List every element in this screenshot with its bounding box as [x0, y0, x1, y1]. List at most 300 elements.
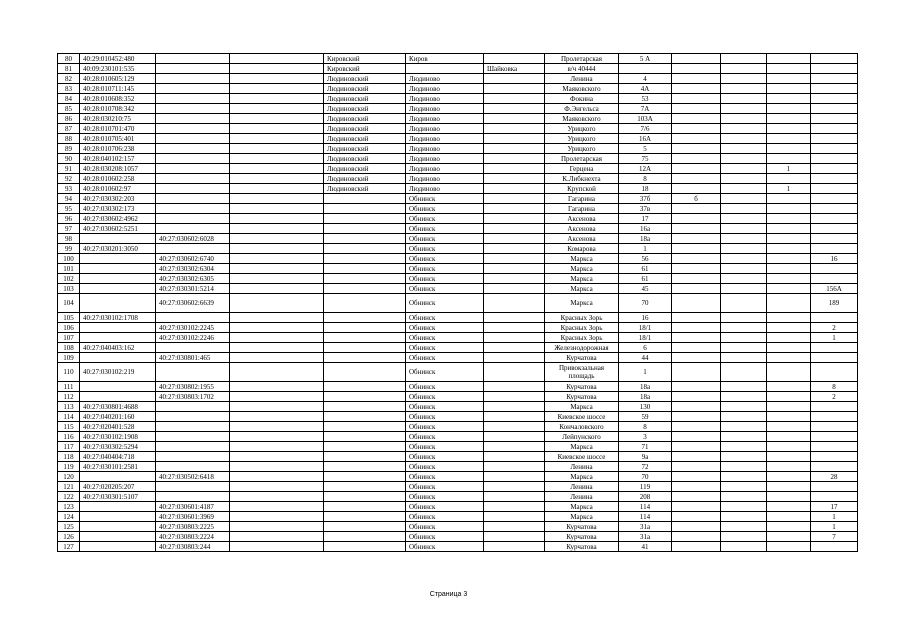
extra-cell — [721, 74, 767, 84]
city-cell: Людиново — [406, 174, 484, 184]
table-row — [58, 313, 858, 323]
street-cell: Маркса — [545, 472, 619, 482]
unit-count-cell — [767, 532, 811, 542]
row-number-cell: 90 — [58, 154, 80, 164]
apartment-cell — [811, 194, 858, 204]
city-cell: Обнинск — [406, 472, 484, 482]
cadastral-number-cell — [80, 502, 156, 512]
house-number-cell: 59 — [619, 412, 672, 422]
settlement-cell — [484, 54, 545, 64]
apartment-cell — [811, 104, 858, 114]
extra-cell — [721, 144, 767, 154]
empty-cell — [230, 204, 324, 214]
district-cell — [324, 502, 406, 512]
building-cell — [672, 522, 721, 532]
apartment-cell — [811, 154, 858, 164]
apartment-cell — [811, 204, 858, 214]
unit-count-cell — [767, 194, 811, 204]
extra-cell — [721, 333, 767, 343]
table-row — [58, 343, 858, 353]
cadastral-number-alt-cell: 40:27:030302:6304 — [156, 264, 230, 274]
cadastral-number-cell — [80, 284, 156, 294]
city-cell: Обнинск — [406, 353, 484, 363]
empty-cell — [230, 214, 324, 224]
apartment-cell — [811, 363, 858, 382]
city-cell: Людиново — [406, 74, 484, 84]
street-cell: Красных Зорь — [545, 333, 619, 343]
city-cell: Обнинск — [406, 244, 484, 254]
unit-count-cell — [767, 174, 811, 184]
unit-count-cell — [767, 502, 811, 512]
table-row — [58, 254, 858, 264]
row-number-cell: 113 — [58, 402, 80, 412]
district-cell — [324, 224, 406, 234]
apartment-cell — [811, 462, 858, 472]
settlement-cell — [484, 333, 545, 343]
street-cell: Киевское шоссе — [545, 412, 619, 422]
street-cell: Курчатова — [545, 353, 619, 363]
street-cell: Маркса — [545, 442, 619, 452]
table-row — [58, 84, 858, 94]
street-cell: Маркса — [545, 294, 619, 313]
unit-count-cell — [767, 54, 811, 64]
empty-cell — [230, 382, 324, 392]
extra-cell — [721, 542, 767, 552]
row-number-cell: 83 — [58, 84, 80, 94]
page-number: Страница 3 — [429, 591, 468, 598]
city-cell: Обнинск — [406, 512, 484, 522]
empty-cell — [230, 224, 324, 234]
row-number-cell: 96 — [58, 214, 80, 224]
table-row — [58, 154, 858, 164]
district-cell — [324, 264, 406, 274]
street-cell: К.Либкнехта — [545, 174, 619, 184]
building-cell — [672, 353, 721, 363]
settlement-cell — [484, 134, 545, 144]
building-cell — [672, 333, 721, 343]
unit-count-cell — [767, 482, 811, 492]
city-cell: Обнинск — [406, 214, 484, 224]
district-cell: Людиновский — [324, 74, 406, 84]
extra-cell — [721, 482, 767, 492]
cadastral-number-cell: 40:28:010605:129 — [80, 74, 156, 84]
apartment-cell — [811, 343, 858, 353]
cadastral-number-cell: 40:27:030201:3050 — [80, 244, 156, 254]
apartment-cell — [811, 84, 858, 94]
table-row — [58, 74, 858, 84]
unit-count-cell — [767, 363, 811, 382]
cadastral-number-cell — [80, 522, 156, 532]
row-number-cell: 120 — [58, 472, 80, 482]
apartment-cell — [811, 264, 858, 274]
cadastral-number-cell: 40:28:030208:1057 — [80, 164, 156, 174]
district-cell: Людиновский — [324, 94, 406, 104]
table-row — [58, 174, 858, 184]
building-cell — [672, 214, 721, 224]
settlement-cell — [484, 432, 545, 442]
district-cell: Людиновский — [324, 124, 406, 134]
extra-cell — [721, 502, 767, 512]
house-number-cell: 71 — [619, 442, 672, 452]
house-number-cell: 130 — [619, 402, 672, 412]
empty-cell — [230, 154, 324, 164]
cadastral-number-cell — [80, 323, 156, 333]
district-cell: Людиновский — [324, 104, 406, 114]
row-number-cell: 81 — [58, 64, 80, 74]
empty-cell — [230, 244, 324, 254]
district-cell: Людиновский — [324, 144, 406, 154]
cadastral-number-cell: 40:27:040403:162 — [80, 343, 156, 353]
city-cell: Обнинск — [406, 204, 484, 214]
house-number-cell: 6 — [619, 343, 672, 353]
house-number-cell: 31а — [619, 532, 672, 542]
row-number-cell: 87 — [58, 124, 80, 134]
row-number-cell: 126 — [58, 532, 80, 542]
row-number-cell: 111 — [58, 382, 80, 392]
empty-cell — [230, 294, 324, 313]
apartment-cell: 2 — [811, 392, 858, 402]
table-row — [58, 323, 858, 333]
building-cell — [672, 492, 721, 502]
empty-cell — [230, 532, 324, 542]
table-row — [58, 442, 858, 452]
cadastral-number-cell — [80, 333, 156, 343]
extra-cell — [721, 64, 767, 74]
cadastral-number-alt-cell: 40:27:030801:465 — [156, 353, 230, 363]
city-cell: Обнинск — [406, 274, 484, 284]
row-number-cell: 106 — [58, 323, 80, 333]
cadastral-number-alt-cell — [156, 194, 230, 204]
apartment-cell — [811, 184, 858, 194]
house-number-cell: 7/6 — [619, 124, 672, 134]
building-cell — [672, 323, 721, 333]
street-cell: Железнодорожная — [545, 343, 619, 353]
unit-count-cell — [767, 422, 811, 432]
street-cell: Герцена — [545, 164, 619, 174]
settlement-cell — [484, 442, 545, 452]
settlement-cell — [484, 84, 545, 94]
cadastral-number-cell — [80, 532, 156, 542]
settlement-cell — [484, 382, 545, 392]
extra-cell — [721, 392, 767, 402]
city-cell: Обнинск — [406, 333, 484, 343]
cadastral-number-alt-cell — [156, 114, 230, 124]
cadastral-number-cell: 40:28:010602:97 — [80, 184, 156, 194]
row-number-cell: 92 — [58, 174, 80, 184]
empty-cell — [230, 323, 324, 333]
cadastral-number-alt-cell — [156, 64, 230, 74]
building-cell — [672, 144, 721, 154]
city-cell: Обнинск — [406, 482, 484, 492]
building-cell — [672, 343, 721, 353]
apartment-cell: 17 — [811, 502, 858, 512]
unit-count-cell — [767, 402, 811, 412]
row-number-cell: 82 — [58, 74, 80, 84]
unit-count-cell — [767, 512, 811, 522]
unit-count-cell — [767, 214, 811, 224]
cadastral-number-alt-cell: 40:27:030602:6740 — [156, 254, 230, 264]
apartment-cell — [811, 353, 858, 363]
settlement-cell — [484, 392, 545, 402]
extra-cell — [721, 124, 767, 134]
extra-cell — [721, 323, 767, 333]
city-cell: Обнинск — [406, 392, 484, 402]
cadastral-number-cell: 40:27:030801:4688 — [80, 402, 156, 412]
cadastral-number-alt-cell — [156, 184, 230, 194]
empty-cell — [230, 472, 324, 482]
row-number-cell: 123 — [58, 502, 80, 512]
city-cell: Обнинск — [406, 194, 484, 204]
district-cell: Людиновский — [324, 174, 406, 184]
empty-cell — [230, 264, 324, 274]
house-number-cell: 12А — [619, 164, 672, 174]
district-cell — [324, 313, 406, 323]
extra-cell — [721, 492, 767, 502]
cadastral-number-cell — [80, 542, 156, 552]
cadastral-number-alt-cell — [156, 54, 230, 64]
table-row — [58, 452, 858, 462]
house-number-cell: 16А — [619, 134, 672, 144]
city-cell: Обнинск — [406, 412, 484, 422]
settlement-cell — [484, 502, 545, 512]
empty-cell — [230, 482, 324, 492]
apartment-cell — [811, 244, 858, 254]
street-cell: Урицкого — [545, 144, 619, 154]
table-body — [58, 54, 858, 552]
cadastral-number-cell — [80, 294, 156, 313]
house-number-cell: 208 — [619, 492, 672, 502]
cadastral-number-alt-cell — [156, 402, 230, 412]
district-cell — [324, 482, 406, 492]
apartment-cell: 1 — [811, 522, 858, 532]
row-number-cell: 118 — [58, 452, 80, 462]
table-row — [58, 224, 858, 234]
extra-cell — [721, 234, 767, 244]
extra-cell — [721, 294, 767, 313]
empty-cell — [230, 412, 324, 422]
unit-count-cell — [767, 154, 811, 164]
district-cell — [324, 323, 406, 333]
extra-cell — [721, 442, 767, 452]
settlement-cell: Шайковка — [484, 64, 545, 74]
street-cell: Красных Зорь — [545, 313, 619, 323]
city-cell: Обнинск — [406, 264, 484, 274]
unit-count-cell — [767, 134, 811, 144]
table-row — [58, 94, 858, 104]
building-cell — [672, 442, 721, 452]
street-cell: Курчатова — [545, 382, 619, 392]
city-cell: Обнинск — [406, 363, 484, 382]
empty-cell — [230, 284, 324, 294]
city-cell: Обнинск — [406, 323, 484, 333]
table-row — [58, 402, 858, 412]
unit-count-cell — [767, 64, 811, 74]
city-cell: Обнинск — [406, 442, 484, 452]
extra-cell — [721, 94, 767, 104]
unit-count-cell — [767, 224, 811, 234]
table-row — [58, 482, 858, 492]
city-cell: Людиново — [406, 134, 484, 144]
district-cell: Кировский — [324, 64, 406, 74]
cadastral-number-cell — [80, 512, 156, 522]
apartment-cell: 1 — [811, 512, 858, 522]
settlement-cell — [484, 154, 545, 164]
row-number-cell: 101 — [58, 264, 80, 274]
city-cell: Обнинск — [406, 284, 484, 294]
street-cell: Курчатова — [545, 542, 619, 552]
apartment-cell: 1 — [811, 333, 858, 343]
table-row — [58, 144, 858, 154]
empty-cell — [230, 104, 324, 114]
city-cell: Обнинск — [406, 234, 484, 244]
cadastral-number-alt-cell — [156, 224, 230, 234]
cadastral-number-cell — [80, 472, 156, 482]
street-cell: Гагарина — [545, 204, 619, 214]
city-cell: Обнинск — [406, 382, 484, 392]
unit-count-cell — [767, 492, 811, 502]
street-cell: Урицкого — [545, 124, 619, 134]
row-number-cell: 107 — [58, 333, 80, 343]
extra-cell — [721, 84, 767, 94]
extra-cell — [721, 313, 767, 323]
apartment-cell — [811, 114, 858, 124]
table-row — [58, 412, 858, 422]
district-cell — [324, 333, 406, 343]
cadastral-number-cell: 40:09:230101:535 — [80, 64, 156, 74]
unit-count-cell — [767, 84, 811, 94]
district-cell — [324, 294, 406, 313]
building-cell — [672, 114, 721, 124]
unit-count-cell — [767, 432, 811, 442]
cadastral-number-cell — [80, 254, 156, 264]
building-cell — [672, 452, 721, 462]
empty-cell — [230, 343, 324, 353]
table-row — [58, 522, 858, 532]
cadastral-number-alt-cell — [156, 412, 230, 422]
settlement-cell — [484, 422, 545, 432]
apartment-cell — [811, 274, 858, 284]
settlement-cell — [484, 452, 545, 462]
street-cell: Пролетарская — [545, 54, 619, 64]
row-number-cell: 114 — [58, 412, 80, 422]
apartment-cell — [811, 412, 858, 422]
cadastral-number-cell: 40:28:040102:157 — [80, 154, 156, 164]
district-cell — [324, 472, 406, 482]
cadastral-number-alt-cell: 40:27:030601:3969 — [156, 512, 230, 522]
building-cell — [672, 124, 721, 134]
cadastral-number-cell: 40:27:030602:5251 — [80, 224, 156, 234]
apartment-cell — [811, 74, 858, 84]
cadastral-number-alt-cell: 40:27:030302:6305 — [156, 274, 230, 284]
building-cell — [672, 313, 721, 323]
building-cell — [672, 54, 721, 64]
apartment-cell: 16 — [811, 254, 858, 264]
house-number-cell: 18/1 — [619, 333, 672, 343]
cadastral-number-cell: 40:27:030102:1908 — [80, 432, 156, 442]
cadastral-number-alt-cell: 40:27:030502:6418 — [156, 472, 230, 482]
extra-cell — [721, 532, 767, 542]
unit-count-cell — [767, 452, 811, 462]
street-cell: Маркса — [545, 264, 619, 274]
extra-cell — [721, 382, 767, 392]
settlement-cell — [484, 194, 545, 204]
row-number-cell: 116 — [58, 432, 80, 442]
empty-cell — [230, 114, 324, 124]
cadastral-number-alt-cell — [156, 144, 230, 154]
unit-count-cell — [767, 392, 811, 402]
table-row — [58, 502, 858, 512]
settlement-cell — [484, 244, 545, 254]
extra-cell — [721, 472, 767, 482]
unit-count-cell — [767, 94, 811, 104]
district-cell — [324, 512, 406, 522]
building-cell — [672, 472, 721, 482]
cadastral-number-alt-cell — [156, 482, 230, 492]
cadastral-number-alt-cell — [156, 94, 230, 104]
building-cell — [672, 432, 721, 442]
settlement-cell — [484, 94, 545, 104]
cadastral-number-cell: 40:27:030101:2581 — [80, 462, 156, 472]
extra-cell — [721, 164, 767, 174]
building-cell — [672, 422, 721, 432]
house-number-cell: 1 — [619, 363, 672, 382]
extra-cell — [721, 114, 767, 124]
row-number-cell: 105 — [58, 313, 80, 323]
district-cell — [324, 462, 406, 472]
cadastral-number-cell: 40:27:030602:4962 — [80, 214, 156, 224]
settlement-cell — [484, 294, 545, 313]
cadastral-number-alt-cell — [156, 84, 230, 94]
row-number-cell: 121 — [58, 482, 80, 492]
district-cell — [324, 442, 406, 452]
building-cell — [672, 84, 721, 94]
house-number-cell: 4А — [619, 84, 672, 94]
apartment-cell: 7 — [811, 532, 858, 542]
row-number-cell: 112 — [58, 392, 80, 402]
house-number-cell: 18а — [619, 234, 672, 244]
cadastral-number-cell: 40:27:020401:528 — [80, 422, 156, 432]
extra-cell — [721, 224, 767, 234]
unit-count-cell — [767, 74, 811, 84]
cadastral-number-cell: 40:27:030302:173 — [80, 204, 156, 214]
settlement-cell — [484, 532, 545, 542]
unit-count-cell: 1 — [767, 184, 811, 194]
cadastral-number-cell: 40:27:030302:203 — [80, 194, 156, 204]
unit-count-cell — [767, 254, 811, 264]
settlement-cell — [484, 234, 545, 244]
house-number-cell: 41 — [619, 542, 672, 552]
unit-count-cell — [767, 284, 811, 294]
house-number-cell: 18 — [619, 184, 672, 194]
house-number-cell: 114 — [619, 502, 672, 512]
empty-cell — [230, 313, 324, 323]
city-cell: Людиново — [406, 154, 484, 164]
district-cell — [324, 412, 406, 422]
district-cell: Людиновский — [324, 154, 406, 164]
empty-cell — [230, 392, 324, 402]
row-number-cell: 91 — [58, 164, 80, 174]
building-cell — [672, 74, 721, 84]
street-cell: Маркса — [545, 402, 619, 412]
cadastral-number-alt-cell — [156, 154, 230, 164]
unit-count-cell — [767, 234, 811, 244]
settlement-cell — [484, 144, 545, 154]
settlement-cell — [484, 74, 545, 84]
table-row — [58, 284, 858, 294]
row-number-cell: 115 — [58, 422, 80, 432]
district-cell — [324, 532, 406, 542]
cadastral-number-cell: 40:27:030302:5294 — [80, 442, 156, 452]
